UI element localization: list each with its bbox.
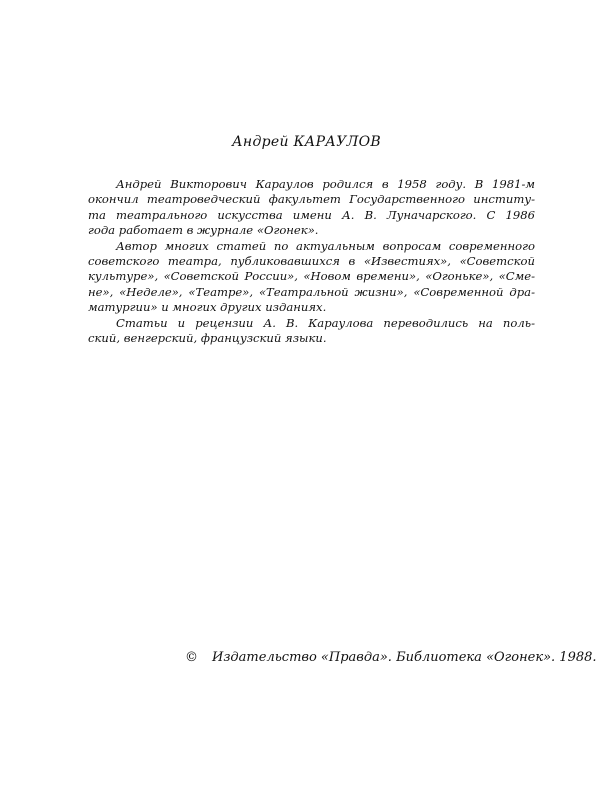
bio-line: окончил театроведческий факультет Государственного институ-	[88, 192, 535, 207]
bio-line: матургии» и многих других изданиях.	[88, 300, 327, 315]
bio-line: Статьи и рецензии А. В. Караулова переводились на поль-	[116, 315, 535, 330]
bio-line: не», «Неделе», «Театре», «Театральной жизни», «Современной дра-	[88, 284, 535, 299]
copyright-text: Издательство «Правда». Библиотека «Огонек». 1988.	[212, 650, 597, 665]
bio-line: ский, венгерский, французский языки.	[88, 331, 327, 346]
bio-line: Автор многих статей по актуальным вопросам современного	[116, 238, 535, 253]
bio-line: культуре», «Советской России», «Новом времени», «Огоньке», «Сме-	[88, 269, 535, 284]
author-heading: Андрей КАРАУЛОВ	[232, 134, 381, 150]
author-biography	[88, 177, 535, 346]
bio-line: советского театра, публиковавшихся в «Известиях», «Советской	[88, 254, 535, 269]
bio-line: года работает в журнале «Огонек».	[88, 223, 319, 238]
bio-line: та театрального искусства имени А. В. Луначарского. С 1986	[88, 207, 535, 222]
bio-line: Андрей Викторович Караулов родился в 1958 году. В 1981-м	[116, 177, 535, 191]
copyright-notice	[185, 650, 597, 665]
copyright-symbol: ©	[185, 650, 198, 665]
